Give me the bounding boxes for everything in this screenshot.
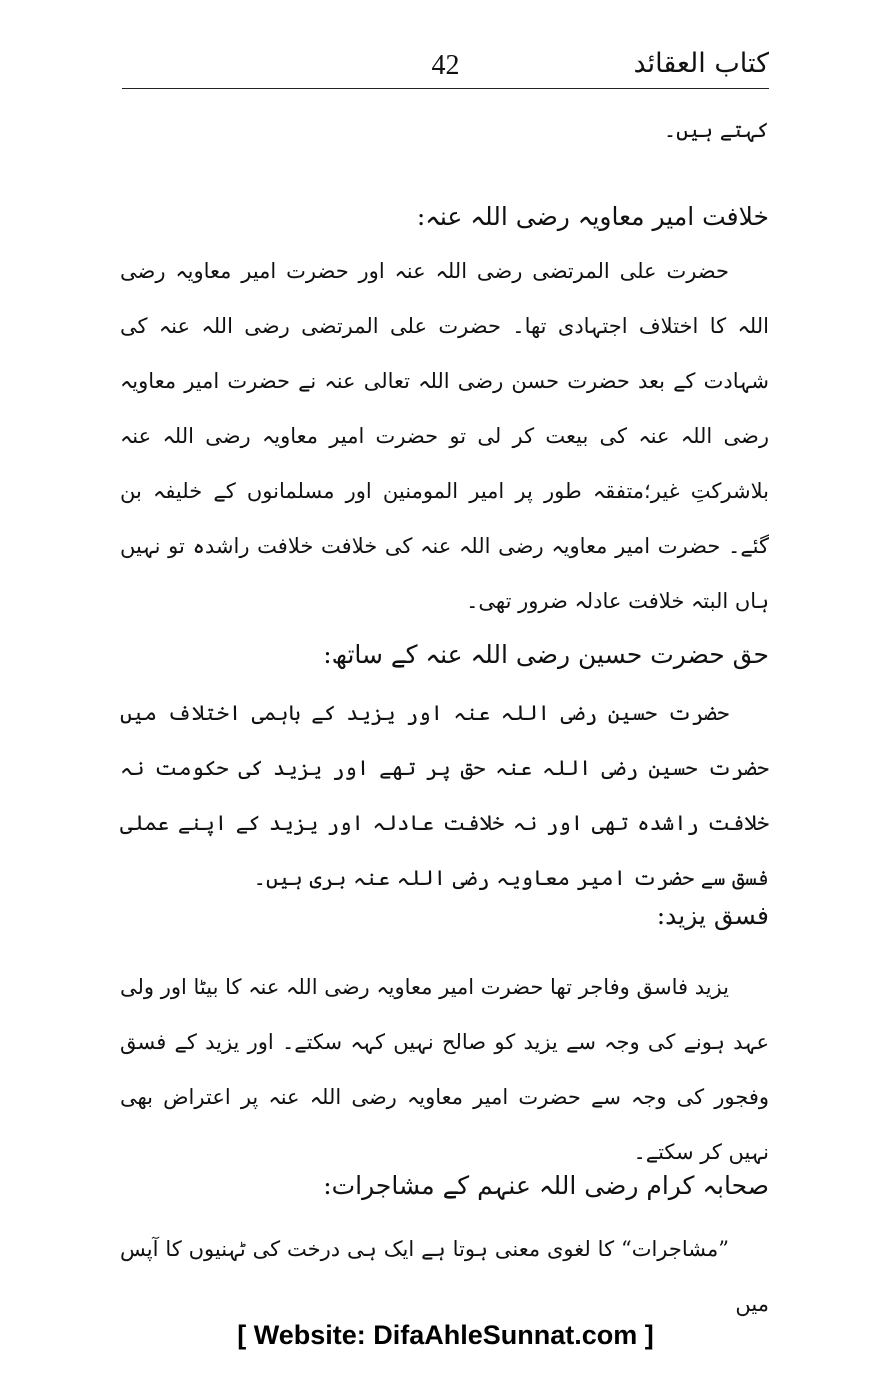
- section-paragraph-caliphate-muawiya: [120, 244, 769, 629]
- running-head: [122, 40, 769, 90]
- page-number: 42: [431, 50, 460, 81]
- paragraph-text: حضرت علی المرتضی رضی اللہ عنہ اور حضرت امیر معاویہ رضی اللہ کا اختلاف اجتہادی تھا۔ حضرت علی المرتضی رضی اللہ عنہ کی شہادت کے بعد حضرت حسن رضی اللہ تعالی عنہ نے حضرت امیر معاویہ رضی اللہ عنہ کی بیعت کر لی تو حضرت امیر معاویہ رضی اللہ عنہ بلاشرکتِ غیر؛متفقہ طور پر امیر المومنین اور مسلمانوں کے خلیفہ بن گئے۔ حضرت امیر معاویہ رضی اللہ عنہ کی خلافت خلافت راشدہ تو نہیں ہاں البتہ خلافت عادلہ ضرور تھی۔: [120, 259, 769, 613]
- header-rule: [122, 88, 769, 89]
- paragraph-text: ”مشاجرات“ کا لغوی معنی ہوتا ہے ایک ہی درخت کی ٹہنیوں کا آپس میں: [120, 1237, 769, 1316]
- book-title: کتاب العقائد: [633, 48, 769, 79]
- section-paragraph-hussain: [120, 686, 769, 906]
- section-heading-hussain: حق حضرت حسین رضی اللہ عنہ کے ساتھ:: [323, 640, 769, 669]
- section-heading-caliphate-muawiya: خلافت امیر معاویہ رضی اللہ عنہ:: [416, 202, 769, 231]
- intro-line: کہتے ہیں۔: [663, 118, 769, 142]
- paragraph-text: یزید فاسق وفاجر تھا حضرت امیر معاویہ رضی اللہ عنہ کا بیٹا اور ولی عہد ہونے کی وجہ سے یزید کو صالح نہیں کہہ سکتے۔ اور یزید کے فسق وفجور کی وجہ سے حضرت امیر معاویہ رضی اللہ عنہ پر اعتراض بھی نہیں کر سکتے۔: [120, 975, 769, 1164]
- section-heading-mushajarat: صحابہ کرام رضی اللہ عنہم کے مشاجرات:: [323, 1171, 769, 1200]
- section-paragraph-fisq-yazid: [120, 960, 769, 1180]
- website-footer: [ Website: DifaAhleSunnat.com ]: [237, 1320, 654, 1350]
- section-heading-fisq-yazid: فسق یزید:: [656, 901, 769, 930]
- paragraph-text: حضرت حسین رضی اللہ عنہ اور یزید کے باہمی اختلاف میں حضرت حسین رضی اللہ عنہ حق پر تھے اور یزید کی حکومت نہ خلافت راشدہ تھی اور نہ خلافت عادلہ اور یزید کے اپنے عملی فسق سے حضرت امیر معاویہ رضی اللہ عنہ بری ہیں۔: [120, 701, 769, 890]
